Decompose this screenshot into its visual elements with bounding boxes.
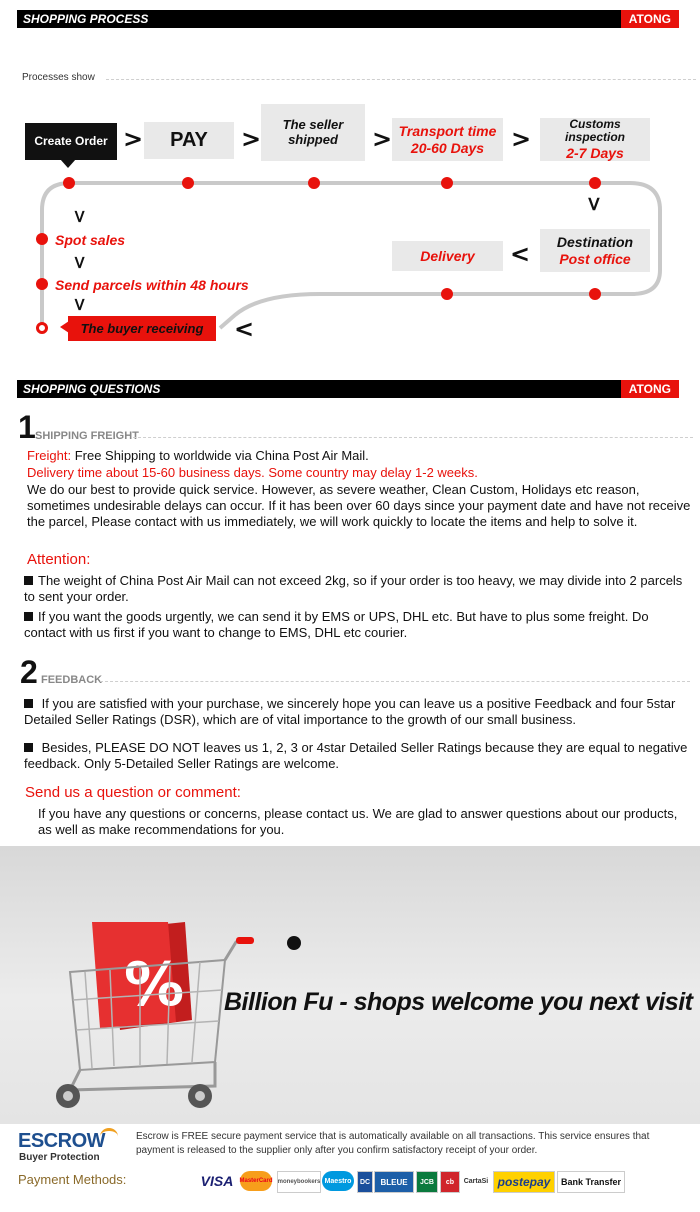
shipping-paragraph: We do our best to provide quick service. However, as severe weather, Clean Custom, Holidays etc reason, sometimes undesirable delays can occur. If it has been over 60 days since your payment date and have not receive the parcel, Please contact with us immediately, we will work quickly to locate the items and help to solve it. <box>27 482 691 529</box>
mastercard-icon: MasterCard <box>240 1171 272 1191</box>
send-question-text: If you have any questions or concerns, please contact us. We are glad to answer questions about our products, as well as make recommendations for you. <box>38 806 678 837</box>
moneybookers-icon: moneybookers <box>277 1171 321 1193</box>
track-dot <box>63 177 75 189</box>
track-end-dot <box>36 322 48 334</box>
attention-bullet-2 <box>24 609 688 641</box>
questions-section-title: SHOPPING QUESTIONS <box>23 382 161 396</box>
escrow-description: Escrow is FREE secure payment service that is automatically available on all transactions. This service ensures that payment is released to the supplier only after you confirm satisfactory receipt of your order. <box>136 1131 650 1156</box>
freight-label: Freight: <box>27 448 72 463</box>
track-dot <box>589 177 601 189</box>
section-number: 1 <box>18 409 36 445</box>
cartasi-icon: CartaSi <box>461 1171 491 1191</box>
bullet-icon <box>287 936 301 950</box>
pointer-icon <box>60 159 76 168</box>
freight-line <box>27 448 697 464</box>
process-show-label: Processes show <box>22 72 95 83</box>
attention-heading: Attention: <box>27 551 91 568</box>
chevron-left-icon: < <box>234 315 255 343</box>
step-create-order <box>25 123 117 160</box>
step-delivery <box>392 241 503 271</box>
process-section-title: SHOPPING PROCESS <box>23 12 149 26</box>
divider <box>133 437 693 438</box>
step-create-order-label: Create Order <box>34 133 108 148</box>
delivery-time: Delivery time about 15-60 business days. Some country may delay 1-2 weeks. <box>27 465 478 480</box>
attention-bullet-1 <box>24 573 688 605</box>
store-badge: ATONG <box>621 380 679 398</box>
payment-methods-label: Payment Methods: <box>18 1172 127 1187</box>
chevron-down-icon: > <box>69 296 91 313</box>
bullet-square-icon <box>24 612 33 621</box>
jcb-icon: JCB <box>416 1171 438 1193</box>
step-customs-label: Customs inspection <box>564 116 625 145</box>
step-send-parcels: Send parcels within 48 hours <box>55 277 249 293</box>
track-dot <box>441 288 453 300</box>
diners-icon: DC <box>357 1171 373 1193</box>
bullet-square-icon <box>24 699 33 708</box>
chevron-down-icon: > <box>582 195 607 213</box>
welcome-slogan: Billion Fu - shops welcome you next visit <box>224 988 693 1016</box>
section-number: 2 <box>20 654 38 690</box>
feedback-bullet-1 <box>24 696 694 728</box>
step-delivery-label: Delivery <box>420 247 475 264</box>
track-dot <box>182 177 194 189</box>
send-question-heading: Send us a question or comment: <box>25 784 241 801</box>
step-transport-label: Transport time <box>398 123 497 140</box>
shipping-freight-heading: SHIPPING FREIGHT <box>35 430 139 442</box>
divider <box>100 681 690 682</box>
carte-bleue-icon: BLEUE <box>374 1171 414 1193</box>
step-seller-shipped <box>261 104 365 161</box>
store-badge: ATONG <box>621 10 679 28</box>
bank-transfer-icon: Bank Transfer <box>557 1171 625 1193</box>
chevron-down-icon: > <box>69 208 91 225</box>
bullet-square-icon <box>24 743 33 752</box>
visa-icon: VISA <box>197 1171 237 1191</box>
track-dot <box>36 233 48 245</box>
feedback-heading: FEEDBACK <box>41 674 103 686</box>
step-transport-days: 20-60 Days <box>410 139 485 156</box>
chevron-right-icon: > <box>123 125 144 153</box>
escrow-subtitle: Buyer Protection <box>19 1152 100 1163</box>
step-buyer-receiving <box>68 316 216 341</box>
feedback-bullet-1-text: If you are satisfied with your purchase, we sincerely hope you can leave us a positive Feedback and four 5star Detailed Seller Ratings (DSR), which are of vital importance to the growth of our small business. <box>24 696 676 727</box>
percent-sign: % <box>124 950 185 1020</box>
step-customs-days: 2-7 Days <box>566 145 624 162</box>
welcome-banner <box>0 846 700 1124</box>
chevron-right-icon: > <box>372 125 393 153</box>
feedback-bullet-2-text: Besides, PLEASE DO NOT leaves us 1, 2, 3 or 4star Detailed Seller Ratings because they are equal to negative feedback. Only 5-Detailed Seller Ratings are welcome. <box>24 740 688 771</box>
step-pay <box>144 122 234 159</box>
escrow-logo: ESCROW <box>18 1130 105 1152</box>
maestro-icon: Maestro <box>322 1171 354 1191</box>
escrow-swoosh-icon <box>100 1128 118 1145</box>
cb-icon: cb <box>440 1171 460 1193</box>
step-transport-time <box>392 118 503 161</box>
chevron-down-icon: > <box>69 254 91 271</box>
step-seller-shipped-label: The seller shipped <box>282 116 344 147</box>
track-dot <box>308 177 320 189</box>
step-customs-inspection <box>540 118 650 161</box>
questions-section-bar <box>17 380 679 398</box>
postepay-icon: postepay <box>493 1171 555 1193</box>
attention-bullet-2-text: If you want the goods urgently, we can send it by EMS or UPS, DHL etc. But have to plus some freight. Do contact with us first if you want to change to EMS, DHL etc courier. <box>24 609 649 640</box>
step-pay-label: PAY <box>170 129 208 151</box>
chevron-right-icon: > <box>511 125 532 153</box>
track-dot <box>589 288 601 300</box>
freight-text: Free Shipping to worldwide via China Post Air Mail. <box>71 448 369 463</box>
step-destination-post-office: Post office <box>559 250 631 267</box>
track-dot <box>36 278 48 290</box>
track-dot <box>441 177 453 189</box>
chevron-right-icon: > <box>241 125 262 153</box>
step-destination-label: Destination <box>556 234 634 251</box>
step-destination <box>540 229 650 272</box>
step-spot-sales: Spot sales <box>55 232 126 248</box>
attention-bullet-1-text: The weight of China Post Air Mail can not exceed 2kg, so if your order is too heavy, we may divide into 2 parcels to sent your order. <box>24 573 683 604</box>
chevron-left-icon: < <box>510 240 531 268</box>
bullet-square-icon <box>24 576 33 585</box>
step-buyer-receiving-label: The buyer receiving <box>80 321 204 336</box>
feedback-bullet-2 <box>24 740 694 772</box>
